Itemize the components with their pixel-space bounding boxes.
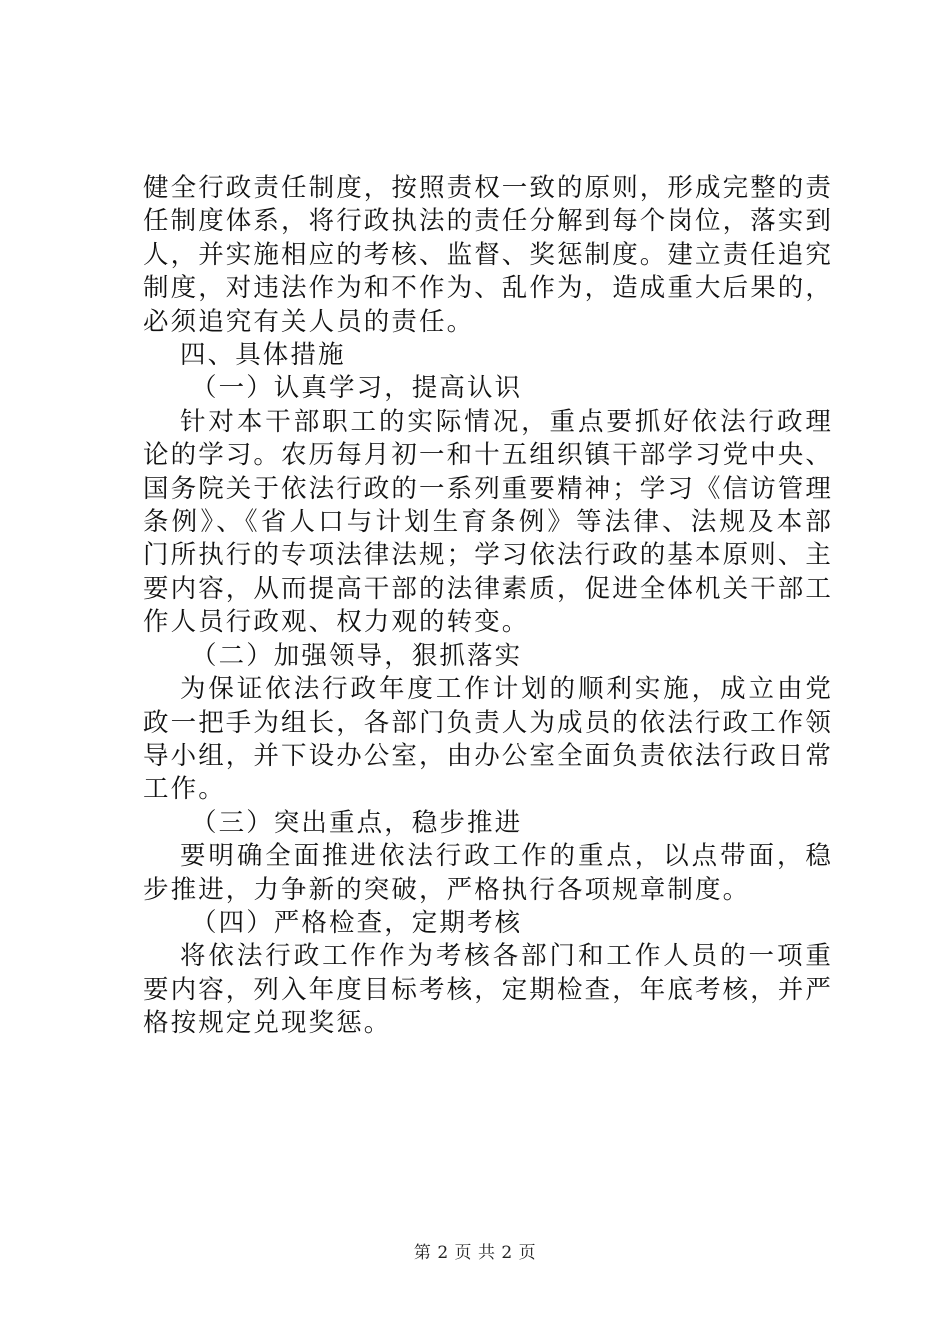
paragraph-priorities: 要明确全面推进依法行政工作的重点，以点带面，稳步推进，力争新的突破，严格执行各项规章制度。	[143, 841, 833, 905]
section-heading-measures: 四、具体措施	[180, 340, 346, 371]
paragraph-responsibility-system: 健全行政责任制度，按照责权一致的原则，形成完整的责任制度体系，将行政执法的责任分解到每个岗位，落实到人，并实施相应的考核、监督、奖惩制度。建立责任追究制度，对违法作为和不作为、乱作为，造成重大后果的，必须追究有关人员的责任。	[143, 173, 834, 337]
paragraph-leadership: 为保证依法行政年度工作计划的顺利实施，成立由党政一把手为组长，各部门负责人为成员的依法行政工作领导小组，并下设办公室，由办公室全面负责依法行政日常工作。	[143, 674, 834, 805]
paragraph-study: 针对本干部职工的实际情况，重点要抓好依法行政理论的学习。农历每月初一和十五组织镇干部学习党中央、国务院关于依法行政的一系列重要精神；学习《信访管理条例》、《省人口与计划生育条例》等法律、法规及本部门所执行的专项法律法规；学习依法行政的基本原则、主要内容，从而提高干部的法律素质，促进全体机关干部工作人员行政观、权力观的转变。	[143, 406, 834, 638]
paragraph-inspection: 将依法行政工作作为考核各部门和工作人员的一项重要内容，列入年度目标考核，定期检查，年底考核，并严格按规定兑现奖惩。	[143, 941, 834, 1039]
subheading-study: （一）认真学习，提高认识	[191, 373, 523, 404]
page-number-footer: 第 2 页 共 2 页	[413, 1243, 537, 1263]
subheading-priorities: （三）突出重点，稳步推进	[191, 807, 523, 838]
subheading-inspection: （四）严格检查，定期考核	[191, 907, 523, 938]
subheading-leadership: （二）加强领导，狠抓落实	[191, 640, 523, 671]
document-body	[143, 172, 833, 1041]
